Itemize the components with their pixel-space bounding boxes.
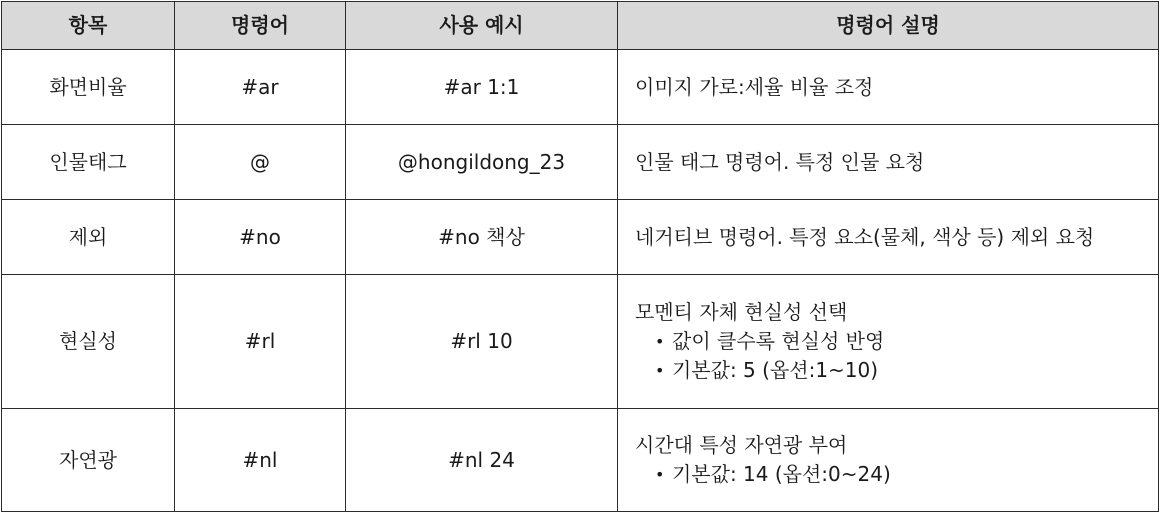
header-item: 항목: [2, 2, 175, 50]
cell-example: #no 책상: [346, 200, 618, 275]
cell-description: [618, 409, 1159, 512]
cell-item: 제외: [2, 200, 175, 275]
description-text: 인물 태그 명령어. 특정 인물 요청: [635, 149, 925, 174]
cell-example: #rl 10: [346, 275, 618, 409]
cell-item: 인물태그: [2, 125, 175, 200]
command-table: [1, 1, 1159, 512]
cell-example: #ar 1:1: [346, 50, 618, 125]
cell-example: #nl 24: [346, 409, 618, 512]
description-text: 모멘티 자체 현실성 선택: [635, 300, 848, 324]
header-description: 명령어 설명: [618, 2, 1159, 50]
cell-command: @: [175, 125, 346, 200]
table-row: [2, 50, 1159, 125]
bullet-item: • 기본값: 14 (옵션:0~24): [655, 460, 1148, 489]
cell-description: [618, 50, 1159, 125]
header-command: 명령어: [175, 2, 346, 50]
cell-description: [618, 200, 1159, 275]
table-row: [2, 275, 1159, 409]
cell-description: [618, 125, 1159, 200]
description-text: 네거티브 명령어. 특정 요소(물체, 색상 등) 제외 요청: [635, 224, 1095, 249]
description-text: 시간대 특성 자연광 부여: [635, 433, 848, 457]
description-bullets: [635, 460, 1148, 489]
cell-command: #rl: [175, 275, 346, 409]
cell-command: #ar: [175, 50, 346, 125]
cell-command: #no: [175, 200, 346, 275]
table-row: [2, 125, 1159, 200]
table-row: [2, 409, 1159, 512]
cell-item: 화면비율: [2, 50, 175, 125]
bullet-item: • 값이 클수록 현실성 반영: [655, 327, 1148, 356]
description-bullets: [635, 327, 1148, 385]
description-text: 이미지 가로:세율 비율 조정: [635, 74, 874, 99]
header-row: [2, 2, 1159, 50]
bullet-item: • 기본값: 5 (옵션:1~10): [655, 356, 1148, 385]
cell-item: 자연광: [2, 409, 175, 512]
table-row: [2, 200, 1159, 275]
cell-description: [618, 275, 1159, 409]
header-example: 사용 예시: [346, 2, 618, 50]
cell-item: 현실성: [2, 275, 175, 409]
cell-command: #nl: [175, 409, 346, 512]
cell-example: @hongildong_23: [346, 125, 618, 200]
